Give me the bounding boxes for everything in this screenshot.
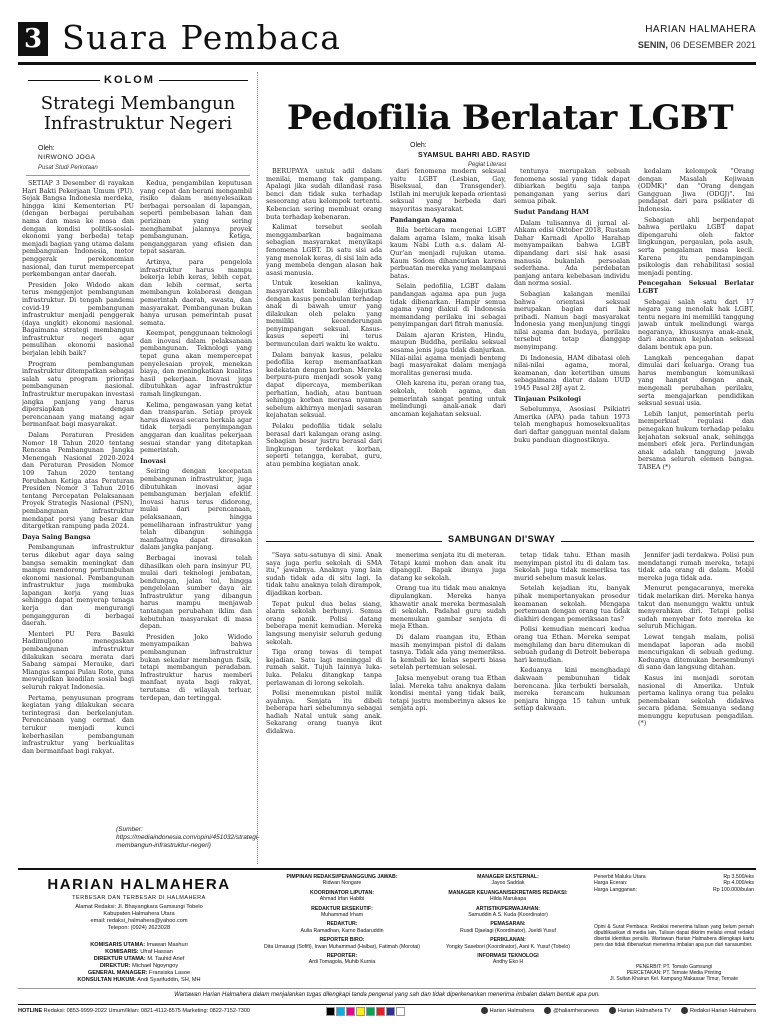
paper-name: HARIAN HALMAHERA [645, 24, 756, 35]
subheading: Inovasi [140, 456, 166, 465]
article-column-4 [638, 168, 754, 530]
social-link[interactable] [544, 1005, 599, 1018]
staff-name: Ahmad Irfan Habibi [319, 896, 365, 903]
paragraph: Bila berbicara mengenai LGBT dalam agama Islam, maka kisah kaum Nabi Luth a.s. dalam Al-Qur'an menjadi rujukan utama. Kaum Sodom dihancurkan karena perbuatan mereka yang melampaui batas. [390, 226, 506, 280]
imprint-management [24, 942, 254, 984]
imprint-footer-note: Wartawan Harian Halmahera dalam menjalankan tugas dilengkapi tanda pengenal yang sah dan tidak diperkenankan menerima imbalan dalam bentuk apa pun. [18, 988, 756, 998]
article-byline-label: Oleh: [410, 142, 427, 149]
management-row [24, 977, 254, 984]
kolom-column-1 [22, 180, 134, 892]
staff-role: PERIKLANAN: [490, 937, 526, 944]
paragraph: menerima senjata itu di meteran. Tetapi kami mohon dan anak itu dipanggil. Bapak ibunya juga datang ke sekolah. [390, 552, 506, 582]
twitter-icon [681, 1007, 688, 1014]
paragraph: Dalam ajaran Kristen, Hindu, maupun Buddha, perilaku seksual sesama jenis juga tidak dianjurkan. Nilai-nilai agama menjadi benteng bagi masyarakat dalam menjaga moralitas generasi muda. [390, 330, 506, 377]
social-label: @haliamheranews [553, 1008, 599, 1014]
paragraph: Pertama, penyusunan program kegiatan yang dilakukan secara terintegrasi dan berkelanjutan. Perencanaan yang cermat dan terukur menjadi kunci keberhasilan pembangunan infrastruktur yang berkualitas dan bermanfaat bagi rakyat. [22, 693, 134, 755]
sambungan-column-3 [514, 552, 630, 862]
staff-name: Ridwan Nongare [322, 880, 362, 887]
imprint-prices [594, 874, 754, 893]
printer-line: PENERBIT: PT. Tomalo Gamsungi [635, 964, 713, 970]
subheading: Pandangan Agama [390, 215, 457, 224]
management-row [24, 970, 254, 977]
paragraph: Dalam banyak kasus, pelaku pedofilia kerap memanfaatkan kedekatan dengan korban. Mereka berpura-pura menjadi sosok yang dapat dipercaya, memberikan perhatian, hadiah, atau bantuan sehingga korban merasa nyaman sebelum akhirnya menjadi sasaran kejahatan seksual. [266, 350, 382, 420]
paragraph: Presiden Joko Widodo menyampaikan bahwa pembangunan infrastruktur bukan sekadar membangun fisik, tetapi membangun peradaban. Infrastruktur harus memberi manfaat nyata bagi rakyat, terutama di wilayah terluar, terdepan, dan tertinggal. [140, 632, 252, 702]
kolom-author-role: Pusat Studi Perkotaan [38, 165, 98, 171]
kolom-byline-label: Oleh: [38, 145, 55, 152]
subheading: Pencegahan Seksual Berlatar LGBT [638, 279, 754, 295]
paragraph: Berbagai inovasi telah dihasilkan oleh para insinyur PU, mulai dari teknologi jembatan, bendungan, jalan tol, hingga pengelolaan sumber daya air. Infrastruktur yang dibangun harus mampu menjawab tantangan perubahan iklim dan kebutuhan masyarakat di masa depan. [140, 553, 252, 631]
social-label: Harian Halmahera TV [617, 1008, 671, 1014]
paragraph: Jaksa menyebut orang tua Ethan lalai. Mereka tahu anaknya dalam kondisi mental yang tidak baik, tetapi justru memberinya akses ke senjata api. [390, 673, 506, 713]
paragraph: Orang tua itu tidak mau anaknya dipulangkan. Mereka hanya khawatir anak mereka bermasalah di sekolah. Padahal guru sudah menemukan gambar senjata di meja Ethan. [390, 584, 506, 631]
management-row [24, 956, 254, 963]
person-name: Ufraf Hassan [140, 949, 173, 955]
social-label: Redaksi Harian Halmahera [689, 1008, 756, 1014]
paragraph: Keempat, penggunaan teknologi dan inovasi dalam pelaksanaan pembangunan. Teknologi yang tepat guna akan mempercepat penyelesaian proyek, menekan biaya, dan meningkatkan kualitas hasil pekerjaan. Inovasi juga dibutuhkan agar infrastruktur ramah lingkungan. [140, 329, 252, 399]
role: KOMISARIS UTAMA: [90, 942, 146, 948]
paragraph: Tepat pukul dua belas siang, alarm sekolah berbunyi. Semua orang panik. Polisi datang beberapa menit kemudian. Mereka langsung menyisir seluruh gedung sekolah. [266, 599, 382, 646]
paragraph: Pembangunan infrastruktur terus dikebut agar daya saing bangsa semakin meningkat dan mampu mendorong pertumbuhan ekonomi nasional. Pembangunan infrastruktur juga membuka lapangan kerja yang luas sehingga dapat menyerap tenaga kerja dan mengurangi pengangguran di berbagai daerah. [22, 543, 134, 628]
person-name: Fransiska Lasoe [149, 970, 191, 976]
staff-role: PEMASARAN: [490, 921, 526, 928]
paragraph: dari fenomena modern seksual yaitu LGBT (Lesbian, Gay, Biseksual, dan Transgender). Istilah ini merujuk kepada orientasi seksual yang berbeda dari mayoritas masyarakat. [390, 168, 506, 213]
paragraph: kedalam kelompok "Orang dengan Masalah Kejiwaan (ODMK)" dan "Orang dengan Gangguan Jiwa (ODGJ)". Ini pendapat dari para psikiater di Indonesia. [638, 168, 754, 213]
paragraph: BERUPAYA untuk adil dalam menilai, memang tak gampang. Apalagi jika sudah dilandasi rasa benci dan tidak suka terhadap seseorang atau kelompok tertentu. Kebencian sering membuat orang buta terhadap kebenaran. [266, 168, 382, 221]
paragraph: Menteri PU Pera Basuki Hadimuljono menegaskan pembangunan infrastruktur dilakukan secara merata dari Sabang sampai Merauke, dari Miangas sampai Pulau Rote, guna mewujudkan keadilan sosial bagi seluruh rakyat Indonesia. [22, 629, 134, 691]
paragraph: Tiga orang tewas di tempat kejadian. Satu lagi meninggal di rumah sakit. Tujuh lainnya luka-luka. Pelaku ditangkap tanpa perlawanan di lorong sekolah. [266, 648, 382, 687]
subheading: Daya Saing Bangsa [22, 532, 91, 541]
youtube-icon [609, 1007, 616, 1014]
paragraph: Setelah kejadian itu, banyak pihak mempertanyakan prosedur keamanan sekolah. Mengapa pertemuan dengan orang tua tidak diakhiri dengan pemeriksaan tas? [514, 584, 630, 623]
paragraph: Menurut pengacaranya, mereka tidak melarikan diri. Mereka hanya takut dan menunggu waktu untuk menyerahkan diri. Tetapi polisi sudah menyebar foto mereka ke seluruh Michigan. [638, 584, 754, 631]
color-swatch [386, 1007, 395, 1016]
role: KONSULTAN HUKUM: [77, 977, 136, 983]
social-link[interactable] [681, 1005, 756, 1018]
price-value: Rp 3.500/eks [723, 874, 754, 880]
address-line: Alamat Redaksi: Jl. Bhayangkara Gamsungi Tobelo [75, 904, 203, 910]
staff-role: REPORTER BIRO: [319, 937, 365, 944]
imprint-editorial [262, 874, 422, 969]
price-label: Harga Eceran: [594, 880, 628, 887]
paragraph: Kedua, pengambilan keputusan yang cepat dan berani mengambil risiko dalam menyelesaikan berbagai persoalan di lapangan, seperti pembebasan lahan dan perizinan yang sering menghambat jalannya proyek pembangunan. Ketiga, penganggaran yang efisien dan tepat sasaran. [140, 180, 252, 256]
staff-role: ARTISTIK/PERWAJAHAN: [476, 905, 540, 912]
paragraph: Lebih lanjut, pemerintah perlu memperkuat regulasi dan penegakan hukum terhadap pelaku kejahatan seksual anak, sehingga memberi efek jera. Perlindungan anak adalah tanggung jawab bersama seluruh elemen bangsa. TABEA (*) [638, 409, 754, 471]
paragraph: Artinya, para pengelola infrastruktur harus mampu bekerja lebih keras, lebih cepat, dan lebih cermat, serta membangun kolaborasi dengan pemerintah daerah, swasta, dan masyarakat. Pembangunan bukan hanya urusan pemerintah pusat semata. [140, 257, 252, 327]
color-swatch [326, 1007, 335, 1016]
hotline-redaksi[interactable]: Redaksi: 0853-9999-2022 [43, 1008, 107, 1014]
paragraph: Sebagian ahli berpendapat bahwa perilaku LGBT dapat dipengaruhi oleh faktor lingkungan, pergaulan, pola asuh, serta pengalaman masa kecil. Karena itu pendampingan psikologis dan rehabilitasi sosial menjadi penting. [638, 215, 754, 277]
instagram-icon [544, 1007, 551, 1014]
staff-name: Muhammad Irham [320, 912, 364, 919]
kolom-author: NIRWONO JOGA [38, 154, 96, 161]
staff-role: INFORMASI TEKNOLOGI [477, 953, 539, 960]
imprint-address [24, 904, 254, 932]
staff-name: Samuddin A.S. Kuda (Koordinator) [468, 912, 548, 919]
color-swatch [356, 1007, 365, 1016]
color-swatch [346, 1007, 355, 1016]
kolom-title: Strategi Membangun Infrastruktur Negeri [40, 93, 236, 134]
paragraph: Polisi kemudian mencari kedua orang tua Ethan. Mereka sempat menghilang dan baru ditemukan di sebuah gudang di Detroit beberapa hari kemudian. [514, 625, 630, 664]
price-value: Rp 100.000/bulan [713, 886, 754, 893]
paper-date [638, 40, 756, 50]
staff-name: Andhy Eko H [492, 959, 524, 966]
sambungan-label: SAMBUNGAN DI'SWAY [442, 534, 561, 544]
staff-name: Aulia Ramadhan, Karno Badaruddin [300, 927, 384, 934]
staff-role: REDAKTUR EKSEKUTIF: [311, 905, 373, 912]
price-row [594, 887, 754, 893]
date-day: SENIN, [637, 40, 668, 50]
address-phone: Telepon: (0924) 2623028 [107, 925, 171, 931]
paragraph: Program pembangunan infrastruktur ditempatkan sebagai salah satu program prioritas pembangunan nasional. Infrastruktur merupakan investasi jangka panjang yang harus dipersiapkan dengan perencanaan yang matang agar bermanfaat bagi masyarakat. [22, 359, 134, 429]
imprint-box [18, 868, 756, 1000]
imprint-brand-name: HARIAN HALMAHERA [47, 876, 231, 893]
management-row [24, 963, 254, 970]
paragraph: tetap tidak tahu. Ethan masih menyimpan pistol itu di dalam tas. Sekolah juga tidak memeriksa tas murid sebelum masuk kelas. [514, 552, 630, 582]
address-email[interactable]: email: redaksi_halmahera@yahoo.com [90, 918, 188, 924]
kolom-divider [26, 175, 250, 176]
staff-name: Hilda Marukapa [489, 896, 527, 903]
masthead [18, 18, 756, 62]
social-link[interactable] [609, 1005, 671, 1018]
kolom-column-2 [140, 180, 252, 892]
color-swatch [366, 1007, 375, 1016]
paragraph: Kasus ini menjadi sorotan nasional di Amerika. Untuk pertama kalinya orang tua pelaku penembakan sekolah didakwa secara pidana. Semuanya sedang menunggu keputusan pengadilan. (*) [638, 673, 754, 728]
staff-role: REPORTER: [326, 953, 358, 960]
paragraph: Presiden Joko Widodo akan terus menggenjot pembangunan infrastruktur. Di tengah pandemi covid-19 pembangunan infrastruktur menjadi penggerak (daya ungkit) ekonomi nasional. Bagaimana strategi membangun infrastruktur negeri agar pemulihan ekonomi nasional berjalan lebih baik? [22, 280, 134, 358]
person-name: Andi Syarifuddin, SH, MH [137, 977, 201, 983]
paragraph: Sebelumnya, Asosiasi Psikiatri Amerika (APA) pada tahun 1973 telah menghapus homoseksualitas dari daftar gangguan mental dalam buku panduan diagnostiknya. [514, 405, 630, 444]
imprint-notice: Opini & Surat Pembaca: Redaksi menerima tulisan yang belum pernah dipublikasikan di media lain. Tulisan dapat dikirim melalui email redaksi disertai identitas penulis. Wartawan Harian Halmahera dilengkapi kartu pers dan tidak dibenarkan menerima imbalan apa pun dari narasumber. [594, 924, 754, 948]
date-value: 06 DESEMBER 2021 [670, 40, 756, 50]
staff-role: MANAGER EKSTERNAL: [477, 874, 539, 880]
sambungan-column-1 [266, 552, 382, 862]
sambungan-header [266, 534, 754, 548]
masthead-rule [18, 62, 756, 65]
kolom-source: (Sumber: https://mediaindonesia.com/opini/451032/strategi-membangun-infrastruktur-negeri) [116, 826, 260, 849]
article-column-2 [390, 168, 506, 530]
person-name: Imawan Mashuri [146, 942, 188, 948]
paragraph: "Saya satu-satunya di sini. Anak saya juga perlu sekolah di SMA itu," jawabnya. Anaknya yang lain sudah tidak ada di situ lagi. Ia tidak tahu anaknya telah dirampok, dijadikan korban. [266, 552, 382, 597]
address-line: Kabupaten Halmahera Utara [103, 911, 175, 917]
price-label: Harga Langganan: [594, 886, 637, 893]
price-value: Rp 4.000/eks [723, 880, 754, 887]
color-swatch [396, 1007, 405, 1016]
sambungan-column-4 [638, 552, 754, 862]
price-label: Penerbit Maluku Utara [594, 874, 646, 880]
printer-line: Jl. Sultan Khairun Kel. Kampung Makassar Timur, Ternate [609, 976, 739, 982]
color-swatch [376, 1007, 385, 1016]
paragraph: Dalam Peraturan Presiden Nomor 18 Tahun 2020 tentang Rencana Pembangunan Jangka Menengah Nasional 2020-2024 dan Peraturan Presiden Nomor 109 Tahun 2020 tentang Perubahan Ketiga atas Peraturan Presiden Nomor 3 Tahun 2016 tentang Percepatan Pelaksanaan Proyek Strategis Nasional (PSN), pembangunan infrastruktur mendapat porsi yang besar dan ditargetkan rampung pada 2024. [22, 431, 134, 531]
hotline-umum[interactable]: Umum/Iklan: 0821-4112-8575 [108, 1008, 181, 1014]
kolom-tag: KOLOM [100, 74, 159, 86]
kolom-section [18, 72, 258, 864]
imprint-brand [24, 876, 254, 901]
paragraph: Sebagai salah satu dari 17 negara yang menolak hak LGBT, tentu negara ini memiliki tanggung jawab untuk melindungi warga negaranya, khususnya anak-anak, dari ancaman kejahatan seksual dalam bentuk apa pun. [638, 297, 754, 352]
paragraph: Jennifer jadi terdakwa. Polisi pun mendatangi rumah mereka, tetapi tidak ada orang di dalam. Mobil mereka juga tidak ada. [638, 552, 754, 582]
article-title: Pedofilia Berlatar LGBT [286, 98, 734, 138]
facebook-icon [481, 1007, 488, 1014]
role: DIREKTUR UTAMA: [93, 956, 146, 962]
paragraph: Kalimat tersebut seolah menggambarkan bagaimana sebagian masyarakat menyikapi fenomena LGBT. Di satu sisi ada yang menolak keras, di sisi lain ada yang membela dengan alasan hak asasi manusia. [266, 223, 382, 277]
paragraph: Seiring dengan kecepatan pembangunan infrastruktur, juga dibutuhkan inovasi agar pembangunan berjalan efektif. Inovasi harus terus didorong, mulai dari perencanaan, pelaksanaan, hingga pemeliharaan infrastruktur yang telah dibangun sehingga manfaatnya dapat dirasakan dalam jangka panjang. [140, 467, 252, 552]
person-name: Michael Ngoyngoy [132, 963, 179, 969]
color-swatches [326, 1005, 405, 1018]
paragraph: Polisi menemukan pistol milik ayahnya. Senjata itu dibeli beberapa hari sebelumnya sebagai hadiah Natal untuk sang anak. Sekarang orang tuanya ikut didakwa. [266, 689, 382, 736]
paragraph: tentunya merupakan sebuah fenomena sosial yang tidak dapat dibiarkan begitu saja tanpa penanganan yang serius dari semua pihak. [514, 168, 630, 206]
role: DIREKTUR: [99, 963, 131, 969]
imprint-printer [594, 964, 754, 982]
hotline-label: HOTLINE [18, 1008, 43, 1014]
staff-name: Ardi Tomagola, Muhib Kurnia [308, 959, 376, 966]
imprint-business [428, 874, 588, 969]
paragraph: Pelaku pedofilia tidak selalu berasal dari kalangan orang asing. Sebagian besar justru berasal dari lingkungan terdekat korban, seperti tetangga, kerabat, guru, atau pembina kegiatan anak. [266, 422, 382, 468]
social-label: Harian Halmahera [489, 1008, 535, 1014]
subheading: Tinjauan Psikologi [514, 394, 582, 403]
social-links [481, 1005, 756, 1018]
staff-name: Jayoo Saddak [491, 880, 525, 887]
paragraph: SETIAP 3 Desember di rayakan Hari Bakti Pekerjaan Umum (PU). Sejak Bangsa Indonesia merdeka, hingga kini Kementerian PU (dengan berbagai perubahan nama dan masa ke masa dan dengan kondisi politik-sosial-ekonomi yang berbeda) tetap menjadi bagian yang utama dalam pembangunan Indonesia, motor penggerak perekonomian nasional, dan turut mempercepat perkembangan antar daerah. [22, 180, 134, 279]
printer-line: PERCETAKAN: PT. Temate Media Printing [626, 970, 722, 976]
paragraph: Lewat tengah malam, polisi mendapat laporan ada mobil mencurigakan di sebuah gedung. Keduanya ditemukan bersembunyi di sana dan langsung ditahan. [638, 632, 754, 672]
rubric-title: Suara Pembaca [62, 18, 342, 57]
paragraph: Selain pedofilia, LGBT dalam pandangan agama apa pun juga tidak dibenarkan. Hampir semua agama yang diakui di Indonesia memandang perilaku ini sebagai penyimpangan dari fitrah manusia. [390, 282, 506, 329]
subheading: Sudut Pandang HAM [514, 207, 589, 216]
staff-role: PIMPINAN REDAKSI/PENANGGUNG JAWAB: [286, 874, 398, 880]
imprint-tagline: TERBESAR DAN TERBESAR DI HALMAHERA [72, 895, 206, 901]
paragraph: Untuk kesekian kalinya, masyarakat kembali dikejutkan dengan kasus pencabulan terhadap anak di bawah umur yang dilakukan oleh pelaku yang memiliki kecenderungan penyimpangan seksual. Kasus-kasus seperti ini terus bermunculan dari waktu ke waktu. [266, 279, 382, 349]
article-author-role: Pegiat Literasi [468, 162, 507, 168]
paragraph: Sebagian kalangan menilai bahwa orientasi seksual merupakan bagian dari hak pribadi. Namun bagi masyarakat Indonesia yang menjunjung tinggi nilai agama dan budaya, perilaku tersebut tetap dianggap menyimpang. [514, 289, 630, 352]
color-swatch [336, 1007, 345, 1016]
paragraph: Langkah pencegahan dapat dimulai dari keluarga. Orang tua harus membangun komunikasi yang hangat dengan anak, mengenali perubahan perilaku, serta mengajarkan pendidikan seksual sesuai usia. [638, 353, 754, 408]
paragraph: Dalam tulisannya di jurnal al-Ahkam edisi Oktober 2018, Rustam Dahar Karnadi Apollo Harahap menyampaikan bahwa LGBT dipandang dari sisi hak asasi manusia bukanlah persoalan sederhana. Ada perdebatan panjang antara kebebasan individu dan norma sosial. [514, 218, 630, 288]
staff-role: KOORDINATOR LIPUTAN: [310, 889, 374, 896]
management-row [24, 949, 254, 956]
staff-role: MANAGER KEUANGAN/SEKRETARIS REDAKSI: [448, 889, 568, 896]
hotline-info [18, 1005, 250, 1018]
article-column-1 [266, 168, 382, 530]
sambungan-column-2 [390, 552, 506, 862]
management-row [24, 942, 254, 949]
page-number: 3 [18, 22, 48, 56]
article-column-3 [514, 168, 630, 530]
paragraph: Keduanya kini menghadapi dakwaan pembunuhan tidak berencana. Jika terbukti bersalah, mereka terancam hukuman penjara hingga 15 tahun untuk setiap dakwaan. [514, 666, 630, 713]
paragraph: Kelima, pengawasan yang ketat dan transparan. Setiap proyek harus diawasi secara berkala agar tidak terjadi penyimpangan anggaran dan kualitas pekerjaan sesuai standar yang ditetapkan pemerintah. [140, 400, 252, 455]
hotline-bar [18, 1004, 756, 1018]
paragraph: Di Indonesia, HAM dibatasi oleh nilai-nilai agama, moral, keamanan, dan ketertiban umum sebagaimana diatur dalam UUD 1945 Pasal 28J ayat 2. [514, 353, 630, 393]
person-name: M. Tauhid Arief [147, 956, 185, 962]
staff-name: Rusdi Djaelagi (Koordinator), Jueldi Yusuf [460, 927, 556, 934]
paragraph: Oleh karena itu, peran orang tua, sekolah, tokoh agama, dan pemerintah sangat penting untuk melindungi anak-anak dari ancaman kejahatan seksual. [390, 379, 506, 418]
role: KOMISARIS: [105, 949, 139, 955]
article-author: SYAMSUL BAHRI ABD. RASYID [418, 152, 531, 159]
paragraph: Di dalam ruangan itu, Ethan masih menyimpan pistol di dalam tasnya. Tidak ada yang memeriksa. Ia kembali ke kelas seperti biasa setelah pertemuan selesai. [390, 632, 506, 672]
staff-role: REDAKTUR: [326, 921, 358, 928]
staff-name: Dita Umasugi (Sofifi), Irwan Muhammad (Halbar), Fatimah (Morotai) [264, 943, 420, 950]
social-link[interactable] [481, 1005, 535, 1018]
role: GENERAL MANAGER: [87, 970, 148, 976]
hotline-marketing[interactable]: Marketing: 0822-7152-7300 [182, 1008, 250, 1014]
staff-name: Yongky Sasebori (Koordinator), Asni K. Yusuf (Tobelo) [446, 943, 570, 950]
